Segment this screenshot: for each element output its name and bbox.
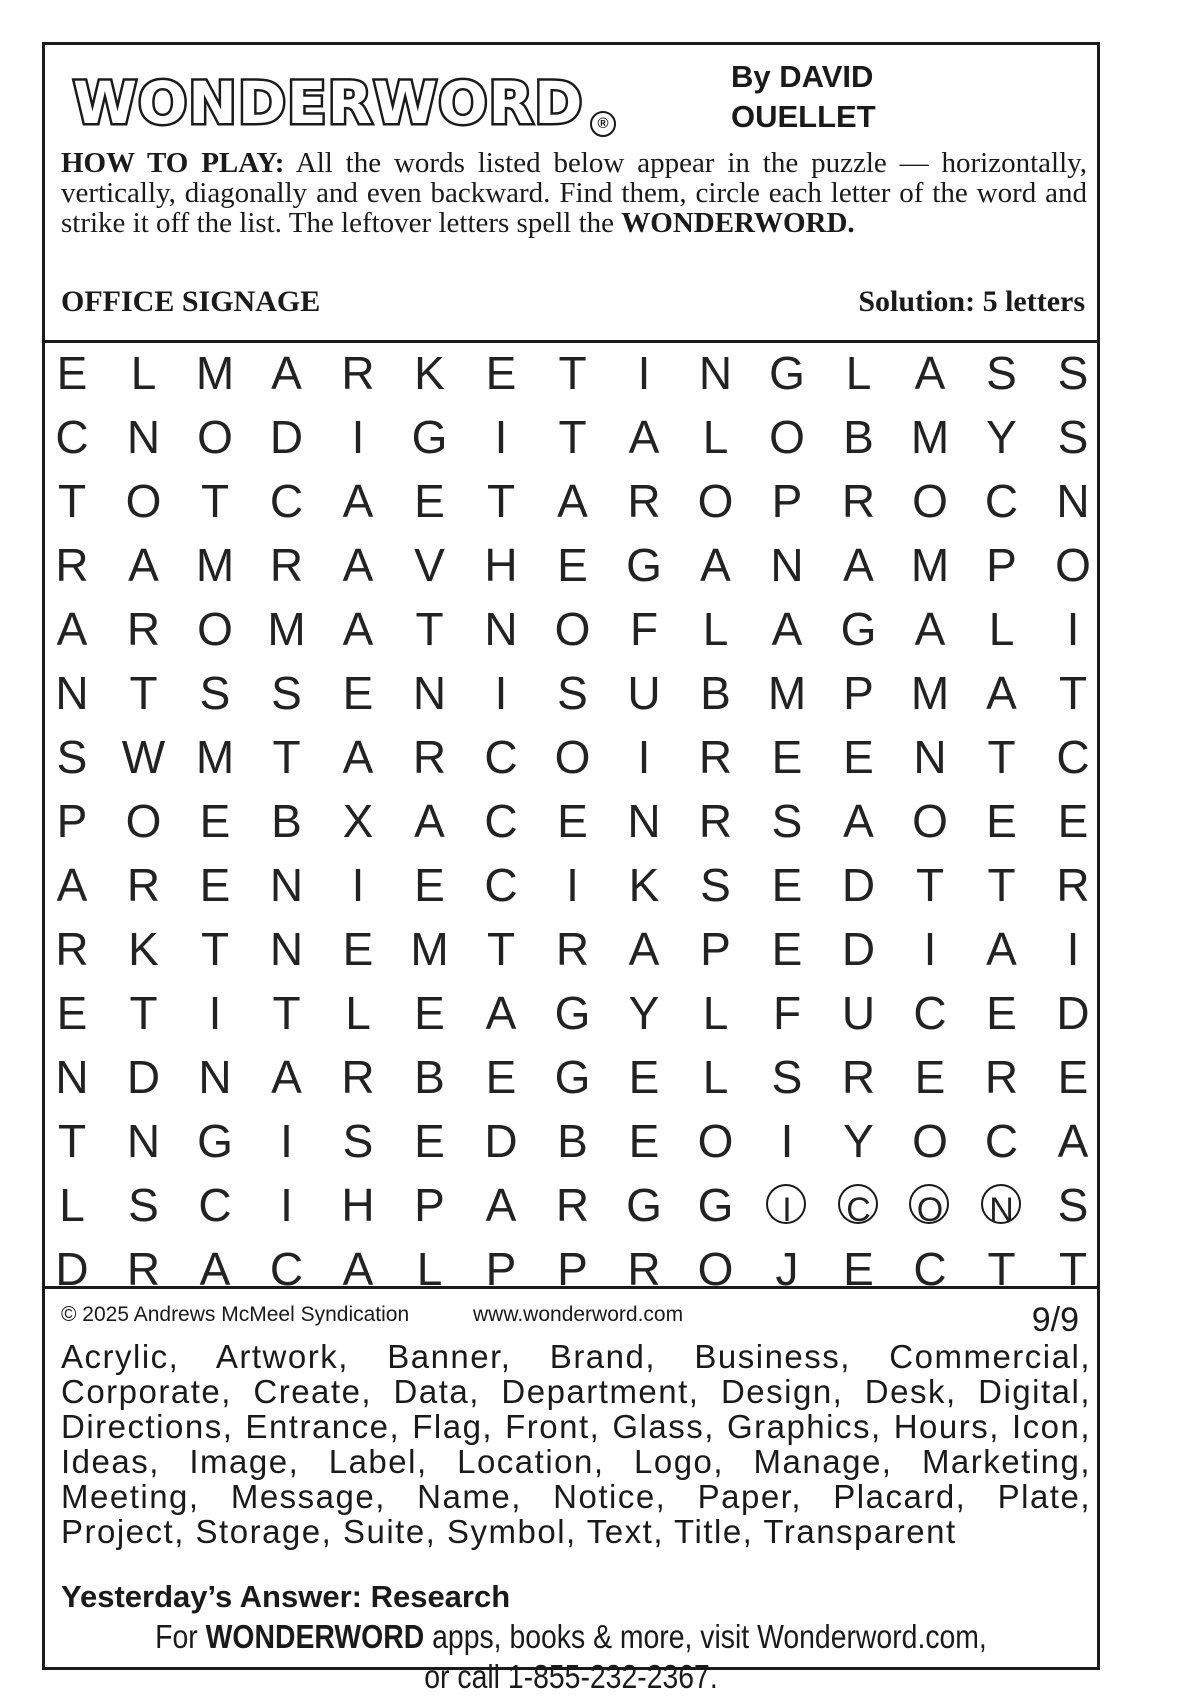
grid-letter[interactable]: C: [913, 1243, 947, 1295]
grid-letter[interactable]: A: [199, 1243, 231, 1295]
grid-letter[interactable]: P: [414, 1179, 445, 1231]
grid-letter[interactable]: I: [351, 859, 365, 911]
grid-letter[interactable]: O: [197, 603, 233, 655]
promo-line-1: [119, 1617, 1024, 1657]
puzzle-header: [45, 45, 1097, 343]
grid-letter[interactable]: T: [129, 667, 158, 719]
grid-letter[interactable]: T: [987, 859, 1016, 911]
grid-letter[interactable]: R: [341, 1051, 375, 1103]
grid-letter[interactable]: A: [914, 347, 946, 399]
grid-letter[interactable]: N: [269, 859, 304, 911]
grid-letter[interactable]: B: [271, 795, 302, 847]
grid-letter[interactable]: U: [841, 987, 876, 1039]
grid-letter[interactable]: O: [912, 475, 948, 527]
grid-letter[interactable]: A: [986, 923, 1017, 975]
grid-letter[interactable]: E: [342, 923, 374, 975]
grid-letter[interactable]: T: [1058, 1243, 1088, 1295]
word-list: Acrylic, Artwork, Banner, Brand, Business, Commercial, Corporate, Create, Data, Department, Design, Desk, Digital, Directions, Entrance, Flag, Front, Glass, Graphics, Hours, Icon, Ideas, Image, Label, Location, Logo, Manage, Marketing, Meeting, Message, Name, Notice, Paper, Placard, Plate, Project, Storage, Suite, Symbol, Text, Title, Transparent: [61, 1338, 1091, 1550]
grid-letter[interactable]: G: [626, 539, 662, 591]
svg-text:WONDERWORD: WONDERWORD: [73, 69, 584, 137]
grid-letter[interactable]: A: [628, 411, 660, 463]
grid-letter[interactable]: T: [558, 411, 587, 463]
grid-letter[interactable]: T: [200, 475, 230, 527]
grid-letter[interactable]: L: [702, 603, 729, 655]
grid-letter[interactable]: A: [843, 539, 874, 591]
grid-letter[interactable]: O: [1055, 539, 1091, 591]
website: www.wonderword.com: [473, 1303, 684, 1326]
grid-letter[interactable]: E: [414, 1115, 445, 1167]
grid-letter[interactable]: X: [342, 795, 374, 847]
grid-letter[interactable]: A: [271, 347, 302, 399]
grid-letter[interactable]: L: [130, 347, 157, 399]
grid-letter[interactable]: I: [351, 411, 365, 463]
grid-letter[interactable]: E: [199, 859, 231, 911]
grid-letter[interactable]: A: [628, 923, 660, 975]
grid-letter[interactable]: D: [1056, 987, 1090, 1039]
grid-letter[interactable]: R: [698, 731, 733, 783]
grid-letter[interactable]: G: [411, 411, 448, 463]
grid-letter[interactable]: C: [1056, 731, 1090, 783]
grid-letter[interactable]: Y: [628, 987, 660, 1039]
grid-letter[interactable]: D: [126, 1051, 161, 1103]
grid-letter[interactable]: D: [841, 923, 876, 975]
grid-letter[interactable]: P: [485, 1243, 517, 1295]
grid-letter[interactable]: I: [494, 411, 508, 463]
grid-letter[interactable]: R: [126, 859, 161, 911]
grid-letter[interactable]: E: [843, 731, 874, 783]
grid-letter[interactable]: S: [700, 859, 731, 911]
grid-letter[interactable]: E: [843, 1243, 874, 1295]
grid-letter[interactable]: B: [557, 1115, 588, 1167]
grid-letter[interactable]: T: [486, 923, 516, 975]
grid-letter[interactable]: C: [984, 475, 1019, 527]
grid-letter[interactable]: N: [126, 411, 161, 463]
grid-letter[interactable]: R: [55, 923, 89, 975]
grid-letter[interactable]: R: [341, 347, 375, 399]
grid-letter[interactable]: L: [416, 1243, 443, 1295]
grid-letter[interactable]: R: [698, 795, 733, 847]
grid-letter[interactable]: B: [843, 411, 874, 463]
grid-letter[interactable]: T: [57, 475, 87, 527]
grid-letter[interactable]: E: [1057, 795, 1089, 847]
grid-letter[interactable]: A: [914, 603, 946, 655]
grid-letter[interactable]: B: [414, 1051, 445, 1103]
grid-letter[interactable]: T: [558, 347, 587, 399]
grid-letter[interactable]: S: [771, 795, 803, 847]
grid-letter[interactable]: C: [484, 731, 518, 783]
grid-letter[interactable]: S: [199, 667, 231, 719]
grid-letter[interactable]: Y: [986, 411, 1017, 463]
grid-letter[interactable]: O: [554, 603, 591, 655]
grid-letter[interactable]: B: [700, 667, 731, 719]
grid-letter[interactable]: G: [554, 987, 591, 1039]
grid-letter[interactable]: I: [494, 667, 508, 719]
grid-letter[interactable]: A: [1057, 1115, 1089, 1167]
grid-letter[interactable]: K: [414, 347, 445, 399]
grid-letter[interactable]: I: [566, 859, 579, 911]
grid-letter[interactable]: A: [485, 1179, 517, 1231]
grid-letter[interactable]: O: [125, 475, 162, 527]
promo-post: apps, books & more, visit Wonderword.com,: [432, 1618, 987, 1655]
grid-letter[interactable]: L: [845, 347, 872, 399]
grid-letter[interactable]: P: [771, 475, 803, 527]
grid-letter[interactable]: T: [486, 475, 516, 527]
grid-letter[interactable]: R: [627, 475, 661, 527]
grid-letter[interactable]: A: [700, 539, 731, 591]
grid-letter[interactable]: L: [988, 603, 1015, 655]
grid-letter[interactable]: O: [769, 411, 805, 463]
grid-letter[interactable]: I: [1066, 923, 1080, 975]
how-to-play-text: All the words listed below appear in the puzzle — horizontally, vertically, diagonally and even backward. Find them, circle each letter of the word and strike it off the list. The leftover letters spell the: [61, 147, 1087, 239]
grid-letter[interactable]: T: [57, 1115, 87, 1167]
grid-letter[interactable]: R: [555, 1179, 590, 1231]
grid-letter[interactable]: T: [129, 987, 158, 1039]
grid-letter[interactable]: Y: [843, 1115, 874, 1167]
grid-letter[interactable]: E: [342, 667, 374, 719]
grid-letter[interactable]: S: [128, 1179, 159, 1231]
grid-letter[interactable]: L: [702, 411, 729, 463]
grid-letter[interactable]: D: [55, 1243, 89, 1295]
grid-letter[interactable]: K: [128, 923, 159, 975]
grid-letter[interactable]: E: [1057, 1051, 1089, 1103]
grid-letter[interactable]: N: [977, 1180, 1027, 1230]
grid-letter[interactable]: A: [342, 475, 374, 527]
grid-letter[interactable]: F: [629, 603, 659, 655]
grid-letter[interactable]: R: [126, 1243, 161, 1295]
grid-letter[interactable]: I: [780, 1115, 794, 1167]
grid-letter[interactable]: T: [415, 603, 444, 655]
grid-letter[interactable]: M: [195, 731, 235, 783]
grid-letter[interactable]: C: [269, 1243, 304, 1295]
grid-letter[interactable]: A: [843, 795, 874, 847]
grid-letter[interactable]: L: [702, 987, 729, 1039]
grid-letter[interactable]: N: [198, 1051, 232, 1103]
grid-letter[interactable]: E: [628, 1051, 660, 1103]
grid-letter[interactable]: N: [412, 667, 447, 719]
yesterdays-answer: Yesterday’s Answer: Research: [61, 1579, 511, 1614]
grid-letter[interactable]: C: [913, 987, 947, 1039]
grid-letter[interactable]: S: [986, 347, 1017, 399]
grid-letter[interactable]: R: [126, 603, 161, 655]
grid-letter[interactable]: A: [557, 475, 588, 527]
grid-letter[interactable]: T: [915, 859, 945, 911]
grid-letter[interactable]: K: [628, 859, 660, 911]
grid-letter[interactable]: P: [986, 539, 1017, 591]
grid-letter[interactable]: O: [554, 731, 591, 783]
grid-letter[interactable]: E: [557, 539, 588, 591]
grid-letter[interactable]: P: [843, 667, 874, 719]
grid-letter[interactable]: I: [280, 1179, 293, 1231]
grid-letter[interactable]: M: [195, 347, 235, 399]
how-to-play-label: HOW TO PLAY:: [61, 147, 285, 179]
grid-letter[interactable]: D: [484, 1115, 518, 1167]
grid-letter[interactable]: W: [121, 731, 166, 783]
grid-letter[interactable]: R: [55, 539, 89, 591]
grid-letter[interactable]: R: [841, 1051, 876, 1103]
grid-letter[interactable]: N: [1056, 475, 1090, 527]
grid-letter[interactable]: N: [770, 539, 804, 591]
grid-letter[interactable]: E: [199, 795, 231, 847]
grid-letter[interactable]: M: [910, 667, 950, 719]
grid-letter[interactable]: G: [840, 603, 877, 655]
grid-letter[interactable]: A: [271, 1051, 302, 1103]
grid-letter[interactable]: R: [555, 923, 590, 975]
grid-letter[interactable]: O: [697, 1115, 734, 1167]
grid-letter[interactable]: I: [637, 347, 651, 399]
grid-letter[interactable]: A: [342, 539, 374, 591]
copyright: © 2025 Andrews McMeel Syndication: [61, 1303, 410, 1326]
letter-grid: [45, 343, 1097, 1295]
grid-letter[interactable]: N: [698, 347, 733, 399]
promo-text: [119, 1617, 1024, 1697]
grid-letter[interactable]: N: [55, 667, 89, 719]
grid-letter[interactable]: P: [700, 923, 731, 975]
grid-letter[interactable]: H: [484, 539, 518, 591]
grid-letter[interactable]: C: [484, 859, 518, 911]
grid-letter[interactable]: N: [269, 923, 304, 975]
grid-letter[interactable]: M: [195, 539, 235, 591]
grid-letter[interactable]: J: [775, 1243, 799, 1295]
promo-pre: For: [155, 1618, 198, 1655]
grid-letter[interactable]: I: [1066, 603, 1080, 655]
wonderword-logo: [69, 51, 589, 151]
grid-letter[interactable]: E: [628, 1115, 660, 1167]
grid-letter[interactable]: A: [342, 731, 374, 783]
grid-letter[interactable]: L: [702, 1051, 729, 1103]
grid-letter[interactable]: A: [414, 795, 445, 847]
grid-letter[interactable]: R: [269, 539, 304, 591]
grid-letter[interactable]: T: [987, 731, 1016, 783]
grid-letter[interactable]: G: [626, 1179, 662, 1231]
grid-letter[interactable]: O: [697, 475, 734, 527]
grid-letter[interactable]: R: [984, 1051, 1019, 1103]
grid-letter[interactable]: M: [910, 539, 950, 591]
grid-letter[interactable]: A: [485, 987, 517, 1039]
grid-letter[interactable]: E: [771, 859, 803, 911]
grid-letter[interactable]: A: [128, 539, 159, 591]
grid-letter[interactable]: U: [627, 667, 661, 719]
author-byline: [731, 57, 951, 137]
grid-letter[interactable]: P: [56, 795, 88, 847]
grid-letter[interactable]: S: [771, 1051, 803, 1103]
grid-letter[interactable]: C: [198, 1179, 232, 1231]
grid-letter[interactable]: R: [1056, 859, 1090, 911]
puzzle-frame: [42, 42, 1100, 1695]
grid-letter[interactable]: L: [59, 1179, 85, 1231]
grid-letter[interactable]: O: [125, 795, 162, 847]
grid-letter[interactable]: E: [485, 1051, 517, 1103]
grid-letter[interactable]: M: [410, 923, 449, 975]
grid-letter[interactable]: I: [208, 987, 222, 1039]
grid-letter[interactable]: A: [342, 1243, 374, 1295]
grid-letter[interactable]: E: [557, 795, 588, 847]
puzzle-theme: OFFICE SIGNAGE: [61, 285, 321, 318]
grid-letter[interactable]: V: [414, 539, 445, 591]
grid-letter[interactable]: E: [771, 731, 803, 783]
grid-letter[interactable]: F: [772, 987, 802, 1039]
grid-letter[interactable]: T: [987, 1243, 1016, 1295]
grid-letter[interactable]: N: [913, 731, 947, 783]
promo-line-2: or call 1-855-232-2367.: [424, 1658, 718, 1695]
grid-letter[interactable]: L: [345, 987, 371, 1039]
grid-letter[interactable]: E: [56, 347, 88, 399]
grid-letter[interactable]: A: [342, 603, 374, 655]
grid-letter[interactable]: M: [767, 667, 807, 719]
grid-letter[interactable]: I: [280, 1115, 293, 1167]
grid-letter[interactable]: A: [771, 603, 803, 655]
grid-letter[interactable]: C: [269, 475, 304, 527]
solution-length: Solution: 5 letters: [858, 285, 1085, 318]
how-to-play: [61, 148, 1087, 238]
grid-letter[interactable]: S: [342, 1115, 374, 1167]
grid-letter[interactable]: R: [412, 731, 447, 783]
how-to-play-end: WONDERWORD.: [621, 207, 855, 239]
grid-letter[interactable]: C: [55, 411, 89, 463]
grid-letter[interactable]: I: [923, 923, 937, 975]
grid-letter[interactable]: N: [55, 1051, 89, 1103]
grid-letter[interactable]: R: [841, 475, 876, 527]
grid-letter[interactable]: M: [267, 603, 306, 655]
author-line-1: By DAVID: [731, 59, 874, 94]
grid-letter[interactable]: C: [834, 1180, 884, 1230]
grid-letter[interactable]: O: [697, 1243, 734, 1295]
grid-letter[interactable]: I: [637, 731, 651, 783]
grid-letter[interactable]: T: [1058, 667, 1088, 719]
grid-letter[interactable]: O: [197, 411, 233, 463]
grid-letter[interactable]: E: [56, 987, 88, 1039]
grid-letter[interactable]: T: [272, 987, 301, 1039]
grid-letter[interactable]: O: [912, 795, 948, 847]
grid-letter[interactable]: E: [414, 987, 445, 1039]
grid-letter[interactable]: E: [986, 987, 1017, 1039]
grid-letter[interactable]: N: [484, 603, 518, 655]
grid-letter[interactable]: M: [910, 411, 950, 463]
registered-mark: ®: [590, 111, 616, 137]
grid-letter[interactable]: C: [984, 1115, 1019, 1167]
grid-letter[interactable]: N: [627, 795, 661, 847]
grid-letter[interactable]: P: [557, 1243, 588, 1295]
grid-letter[interactable]: E: [986, 795, 1017, 847]
grid-letter[interactable]: S: [1057, 347, 1089, 399]
grid-letter[interactable]: I: [762, 1180, 812, 1230]
grid-letter[interactable]: O: [912, 1115, 948, 1167]
grid-letter[interactable]: N: [126, 1115, 161, 1167]
grid-letter[interactable]: E: [485, 347, 517, 399]
grid-letter[interactable]: G: [697, 1179, 734, 1231]
grid-letter[interactable]: A: [56, 603, 88, 655]
grid-letter[interactable]: C: [484, 795, 518, 847]
grid-letter[interactable]: S: [271, 667, 302, 719]
grid-letter[interactable]: R: [627, 1243, 661, 1295]
grid-letter[interactable]: G: [554, 1051, 591, 1103]
promo-brand: WONDERWORD: [205, 1618, 425, 1655]
grid-letter[interactable]: E: [414, 475, 445, 527]
grid-letter[interactable]: A: [986, 667, 1017, 719]
puzzle-date: 9/9: [1031, 1301, 1079, 1339]
grid-letter[interactable]: O: [905, 1180, 955, 1230]
grid-letter[interactable]: D: [269, 411, 304, 463]
grid-letter[interactable]: H: [341, 1179, 375, 1231]
grid-letter[interactable]: E: [771, 923, 803, 975]
grid-letter[interactable]: T: [200, 923, 230, 975]
grid-letter[interactable]: S: [557, 667, 588, 719]
grid-letter[interactable]: S: [56, 731, 88, 783]
grid-letter[interactable]: G: [769, 347, 805, 399]
grid-letter[interactable]: T: [272, 731, 301, 783]
grid-letter[interactable]: D: [841, 859, 876, 911]
author-line-2: OUELLET: [731, 99, 876, 134]
grid-letter[interactable]: A: [56, 859, 88, 911]
grid-letter[interactable]: S: [1057, 1179, 1089, 1231]
grid-letter[interactable]: S: [1057, 411, 1089, 463]
grid-letter[interactable]: E: [914, 1051, 946, 1103]
grid-letter[interactable]: E: [414, 859, 445, 911]
grid-letter[interactable]: G: [197, 1115, 233, 1167]
